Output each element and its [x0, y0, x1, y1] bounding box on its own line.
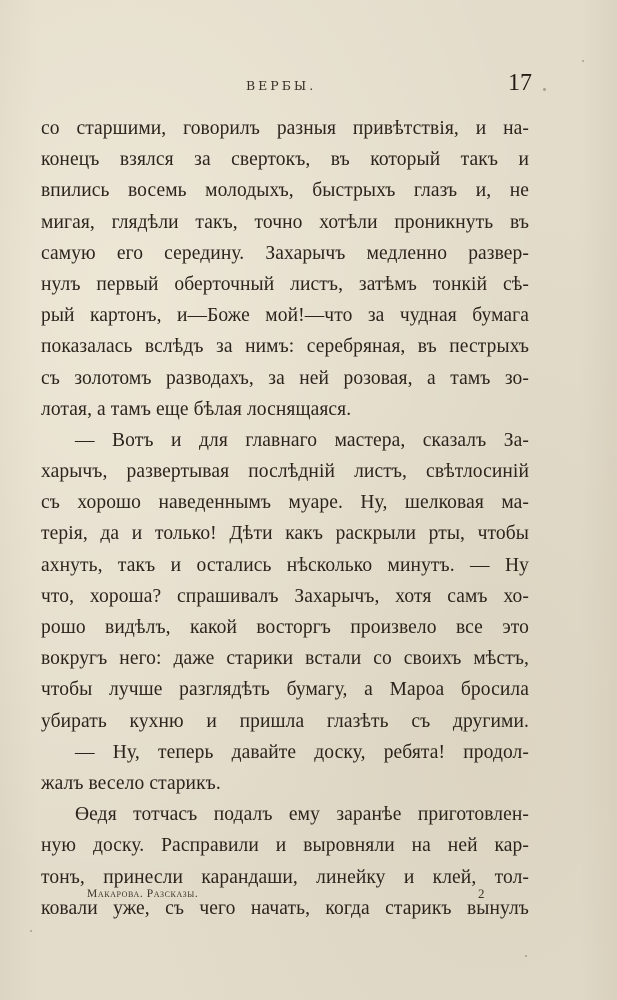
text-line: тонъ, принесли карандаши, линейку и клей, тол- [41, 866, 529, 888]
text-line: харычъ, развертывая послѣдній листъ, свѣтлосиній [41, 461, 529, 483]
text-line: конецъ взялся за свертокъ, въ который такъ и [41, 149, 529, 171]
running-head [0, 70, 617, 100]
paper-speck-decoration [525, 955, 527, 957]
text-line: ковали уже, съ чего начать, когда старикъ вынулъ [41, 897, 529, 919]
text-line: что, хороша? спрашивалъ Захарычъ, хотя самъ хо- [41, 585, 529, 607]
page-footer [0, 886, 617, 910]
text-line: показалась вслѣдъ за нимъ: серебряная, въ пестрыхъ [41, 336, 529, 358]
text-line: чтобы лучше разглядѣть бумагу, а Мароа бросила [41, 679, 529, 701]
paper-speck-decoration [582, 60, 584, 62]
text-line: мигая, глядѣли такъ, точно хотѣли проникнуть въ [41, 211, 529, 233]
signature-mark: 2 [478, 886, 485, 901]
text-line: убирать кухню и пришла глазѣть съ другими. [41, 710, 529, 732]
running-title: ВЕРБЫ. [246, 78, 317, 93]
paper-speck-decoration [543, 88, 546, 91]
signature-title: Макарова. Разсказы. [87, 888, 199, 900]
body-text [41, 113, 529, 924]
text-line: — Вотъ и для главнаго мастера, сказалъ За- [75, 429, 529, 451]
text-line: терія, да и только! Дѣти какъ раскрыли рты, чтобы [41, 523, 529, 545]
text-line: самую его середину. Захарычъ медленно развер- [41, 242, 529, 264]
text-line: рошо видѣлъ, какой восторгъ произвело все это [41, 617, 529, 638]
text-line: ную доску. Расправили и выровняли на ней кар- [41, 835, 529, 857]
text-line: жалъ весело старикъ. [41, 772, 221, 794]
text-line: съ хорошо наведеннымъ муаре. Ну, шелковая ма- [41, 492, 529, 514]
text-line: со старшими, говорилъ разныя привѣтствія, и на- [41, 118, 529, 139]
text-line: — Ну, теперь давайте доску, ребята! продол- [75, 741, 529, 763]
text-line: лотая, а тамъ еще бѣлая лоснящаяся. [41, 398, 352, 420]
text-line: рый картонъ, и—Боже мой!—что за чудная бумага [41, 305, 529, 327]
page-number: 17 [508, 70, 532, 96]
text-line: Өедя тотчасъ подалъ ему заранѣе приготовлен- [75, 804, 529, 826]
text-line: впились восемь молодыхъ, быстрыхъ глазъ и, не [41, 180, 529, 202]
text-line: нулъ первый оберточный листъ, затѣмъ тонкій сѣ- [41, 273, 529, 295]
text-line: вокругъ него: даже старики встали со своихъ мѣстъ, [41, 648, 529, 670]
text-line: ахнуть, такъ и остались нѣсколько минутъ. — Ну [41, 554, 529, 576]
text-line: съ золотомъ разводахъ, за ней розовая, а тамъ зо- [41, 367, 529, 389]
paper-speck-decoration [30, 930, 32, 932]
